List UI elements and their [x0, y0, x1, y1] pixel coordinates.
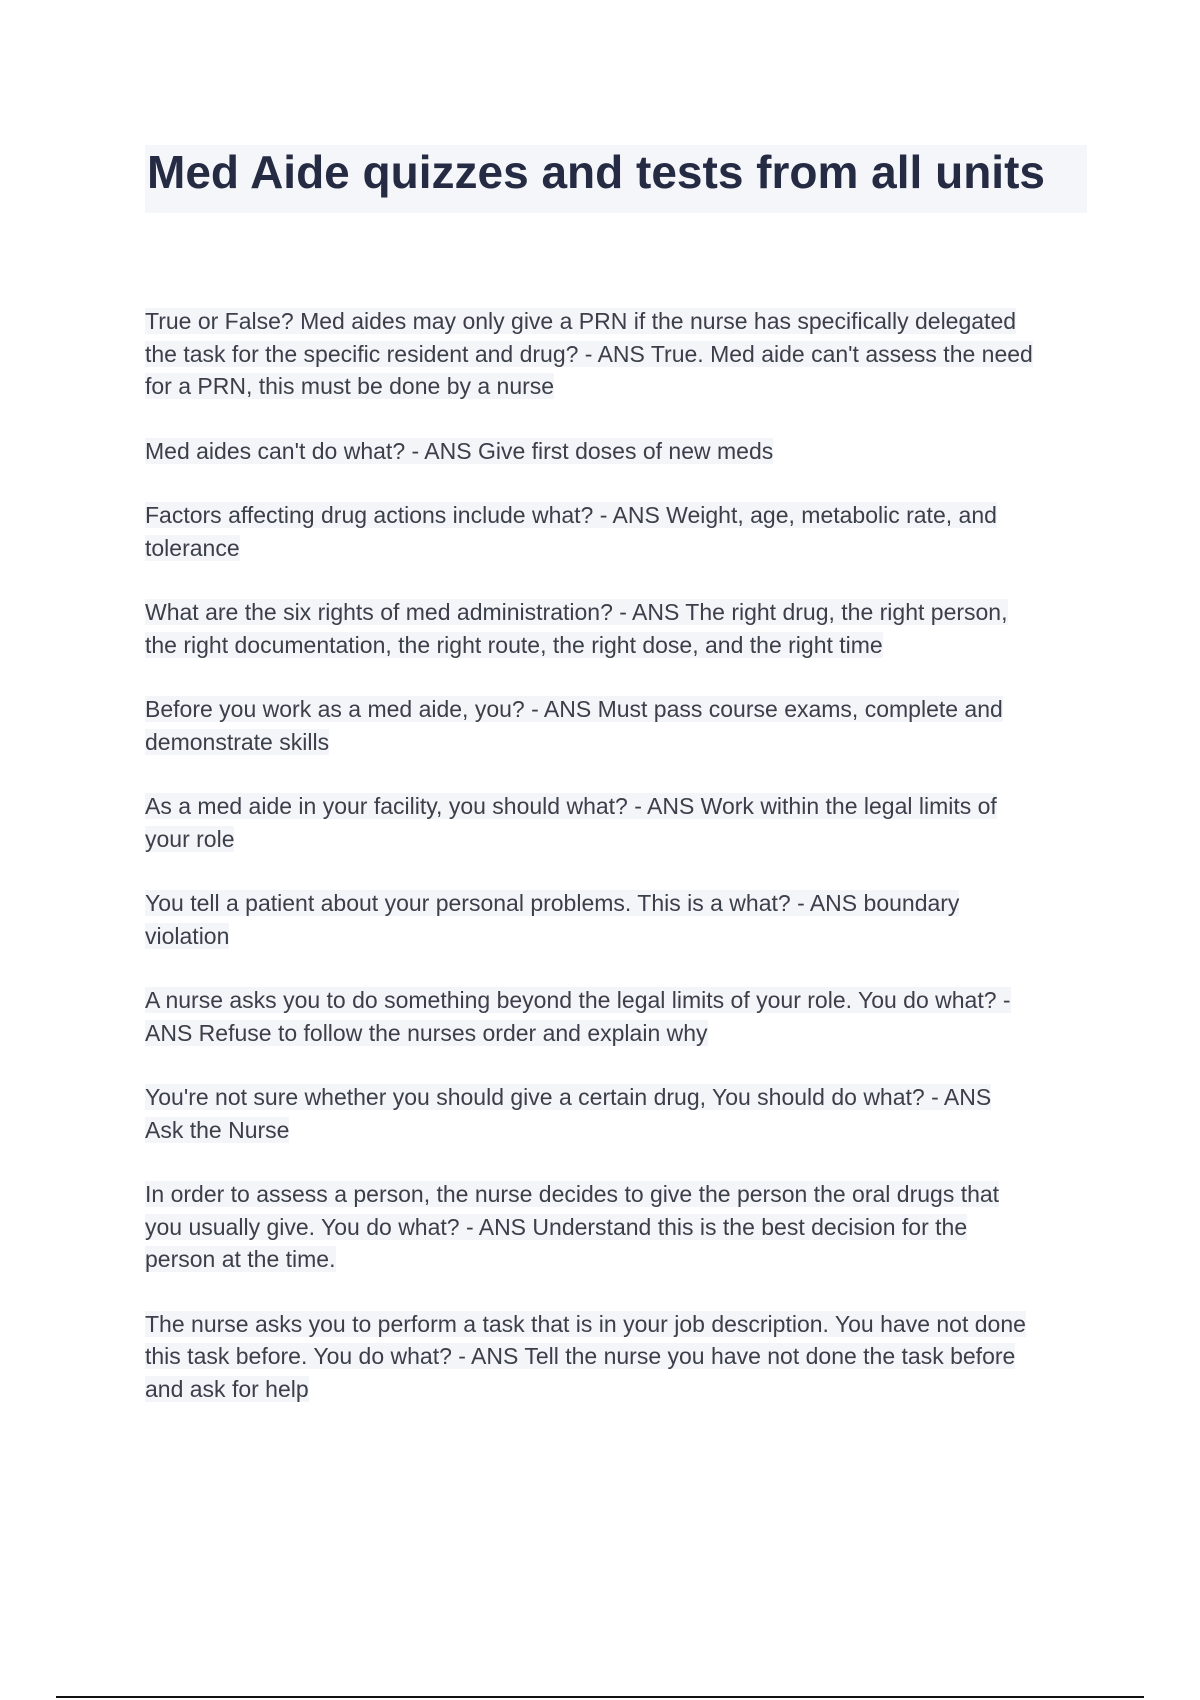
qa-line-text: Before you work as a med aide, you? - ANS Must pass course exams, complete and	[145, 696, 1003, 722]
qa-line-text: the task for the specific resident and drug? - ANS True. Med aide can't assess the need	[145, 340, 1033, 367]
qa-item	[145, 1308, 1090, 1406]
qa-line-text: you usually give. You do what? - ANS Understand this is the best decision for the	[145, 1213, 968, 1240]
qa-line-text: Med aides can't do what? - ANS Give first doses of new meds	[145, 437, 774, 464]
qa-line	[145, 596, 1090, 629]
qa-line	[145, 823, 1090, 856]
qa-line	[145, 1017, 1090, 1050]
qa-item	[145, 435, 1090, 468]
qa-item	[145, 984, 1090, 1049]
qa-line	[145, 435, 1090, 468]
qa-line	[145, 1243, 1090, 1276]
qa-line	[145, 1081, 1090, 1114]
qa-line	[145, 338, 1090, 371]
qa-line	[145, 532, 1090, 565]
qa-line	[145, 629, 1090, 662]
qa-line-text: person at the time.	[145, 1246, 336, 1272]
qa-item	[145, 596, 1090, 661]
qa-item	[145, 790, 1090, 855]
footer-divider	[56, 1696, 1144, 1698]
document-title: Med Aide quizzes and tests from all units	[147, 146, 1045, 198]
qa-line	[145, 1178, 1090, 1211]
qa-line-text: In order to assess a person, the nurse decides to give the person the oral drugs that	[145, 1181, 1000, 1207]
qa-line-text: and ask for help	[145, 1375, 309, 1402]
qa-line-text: for a PRN, this must be done by a nurse	[145, 373, 555, 399]
qa-line	[145, 920, 1090, 953]
qa-line-text: As a med aide in your facility, you should what? - ANS Work within the legal limits of	[145, 793, 997, 819]
qa-item	[145, 693, 1090, 758]
qa-line	[145, 305, 1090, 338]
qa-line-text: ANS Refuse to follow the nurses order and explain why	[145, 1019, 708, 1046]
qa-line	[145, 984, 1090, 1017]
qa-line	[145, 1373, 1090, 1406]
qa-line-text: this task before. You do what? - ANS Tell the nurse you have not done the task before	[145, 1343, 1016, 1369]
qa-item	[145, 887, 1090, 952]
qa-item	[145, 499, 1090, 564]
qa-line	[145, 693, 1090, 726]
qa-line	[145, 887, 1090, 920]
qa-line-text: your role	[145, 825, 235, 852]
qa-line	[145, 726, 1090, 759]
qa-line-text: True or False? Med aides may only give a PRN if the nurse has specifically delegated	[145, 308, 1017, 334]
qa-line-text: You tell a patient about your personal problems. This is a what? - ANS boundary	[145, 890, 960, 916]
qa-line	[145, 790, 1090, 823]
qa-line-text: The nurse asks you to perform a task that is in your job description. You have not done	[145, 1310, 1026, 1337]
qa-line-text: Factors affecting drug actions include what? - ANS Weight, age, metabolic rate, and	[145, 502, 997, 528]
qa-line-text: A nurse asks you to do something beyond the legal limits of your role. You do what? -	[145, 987, 1011, 1013]
qa-line-text: the right documentation, the right route, the right dose, and the right time	[145, 631, 883, 658]
qa-item	[145, 1081, 1090, 1146]
qa-line-text: You're not sure whether you should give a certain drug, You should do what? - ANS	[145, 1084, 992, 1110]
qa-line	[145, 1114, 1090, 1147]
qa-line-text: tolerance	[145, 534, 240, 561]
qa-line-text: What are the six rights of med administration? - ANS The right drug, the right person,	[145, 599, 1008, 625]
qa-line	[145, 1211, 1090, 1244]
qa-line-text: Ask the Nurse	[145, 1116, 290, 1143]
qa-list	[145, 305, 1090, 1437]
qa-line-text: demonstrate skills	[145, 728, 330, 755]
qa-line	[145, 499, 1090, 532]
qa-line	[145, 1340, 1090, 1373]
qa-item	[145, 1178, 1090, 1276]
qa-line-text: violation	[145, 922, 230, 949]
qa-line	[145, 370, 1090, 403]
qa-line	[145, 1308, 1090, 1341]
qa-item	[145, 305, 1090, 403]
